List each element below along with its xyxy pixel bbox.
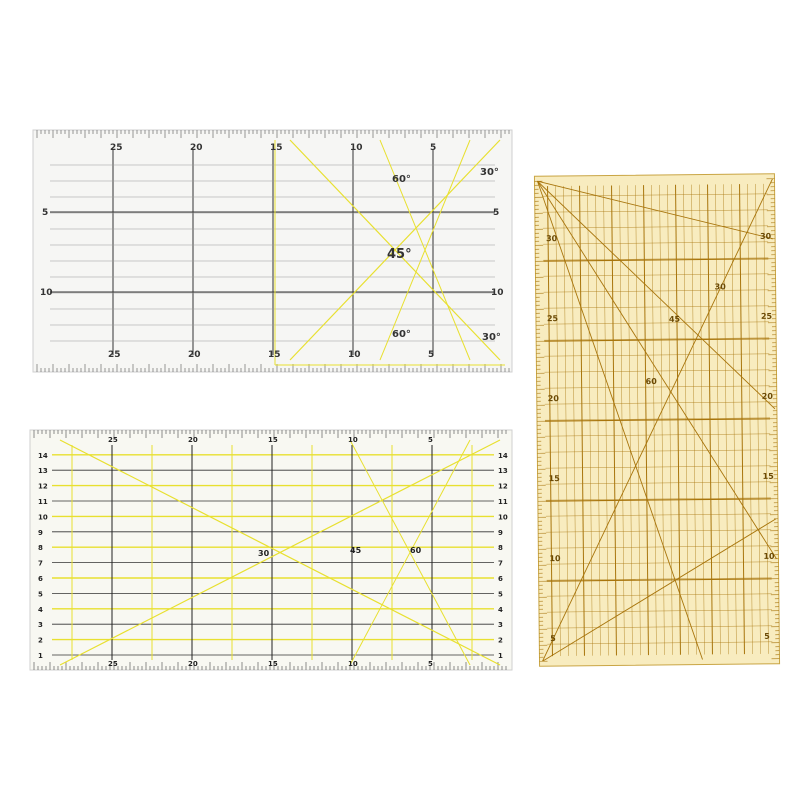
r2-side-number: 5 [498, 590, 503, 599]
r3-number: 15 [548, 474, 560, 484]
r3-number: 10 [549, 554, 561, 564]
r3-number: 20 [761, 391, 773, 401]
r2-side-number: 2 [38, 636, 43, 645]
r2-side-number: 14 [498, 451, 508, 460]
r2-side-number: 9 [38, 528, 43, 537]
r1-top-15: 15 [270, 143, 283, 153]
r3-number: 15 [762, 471, 774, 481]
r3-number: 5 [764, 631, 770, 641]
r1-bottom-25: 25 [108, 350, 121, 360]
r2-side-number: 8 [38, 544, 43, 553]
r3-number: 30 [546, 234, 558, 244]
r2-side-number: 9 [498, 528, 503, 537]
r1-side-10: 10 [40, 288, 53, 298]
r1-angle-30-top: 30° [480, 167, 499, 178]
r2-side-number: 7 [498, 559, 503, 568]
r3-number: 25 [546, 314, 559, 324]
r3-number: 5 [550, 634, 556, 644]
r2-top-number: 5 [428, 436, 433, 444]
ruler-right-amber [534, 174, 779, 666]
r2-side-number: 12 [38, 482, 48, 491]
r2-side-number: 12 [498, 482, 508, 491]
r1-bottom-10: 10 [348, 350, 361, 360]
r3-angle-45: 45 [668, 314, 681, 324]
r2-bottom-number: 25 [108, 660, 118, 668]
r2-side-number: 4 [498, 605, 503, 614]
r2-side-number: 3 [38, 621, 43, 630]
r1-side-5-right: 5 [493, 208, 500, 218]
r2-side-number: 6 [498, 575, 503, 583]
r2-top-number: 15 [268, 436, 278, 444]
r2-side-number: 8 [498, 544, 503, 553]
r2-side-number: 4 [38, 605, 43, 614]
r2-side-number: 11 [498, 498, 508, 506]
r2-side-number: 5 [38, 590, 43, 599]
ruler-top-clear [33, 130, 512, 372]
r2-top-number: 20 [188, 436, 198, 444]
r2-bottom-number: 20 [188, 660, 198, 668]
r2-bottom-number: 15 [268, 660, 278, 668]
r2-side-number: 2 [498, 636, 503, 645]
r1-top-5: 5 [430, 143, 437, 153]
r2-top-number: 25 [108, 436, 118, 444]
r3-number: 20 [547, 394, 559, 404]
r1-top-20: 20 [190, 143, 203, 153]
r1-angle-60-top: 60° [392, 174, 411, 185]
r2-bottom-number: 5 [428, 660, 433, 668]
r2-side-number: 7 [38, 559, 43, 568]
r2-side-number: 14 [38, 451, 48, 460]
r2-side-number: 11 [38, 498, 48, 506]
r1-angle-45: 45° [387, 247, 412, 262]
r2-side-number: 13 [498, 467, 508, 476]
r3-number: 10 [763, 551, 775, 561]
r3-angle-30: 30 [714, 282, 726, 292]
r2-side-number: 6 [38, 575, 43, 583]
r2-angle-60: 60 [410, 546, 422, 555]
r1-top-10: 10 [350, 143, 363, 153]
r2-side-number: 13 [38, 467, 48, 476]
r1-side-10-right: 10 [491, 288, 504, 298]
ruler-bottom-yellow [30, 430, 512, 670]
r2-side-number: 10 [498, 513, 508, 522]
r1-top-25: 25 [110, 143, 123, 153]
r3-number: 25 [760, 311, 773, 321]
r2-angle-45: 45 [350, 546, 362, 555]
r1-angle-60-bottom: 60° [392, 329, 411, 340]
r1-bottom-5: 5 [428, 350, 435, 360]
r2-side-number: 3 [498, 621, 503, 630]
r2-side-number: 10 [38, 513, 48, 522]
r3-angle-60: 60 [645, 377, 657, 387]
r2-top-number: 10 [348, 436, 358, 444]
r1-side-5: 5 [42, 208, 49, 218]
r1-angle-30-bottom: 30° [482, 332, 501, 343]
r2-side-number: 1 [38, 652, 43, 660]
r1-bottom-15: 15 [268, 350, 281, 360]
r2-angle-30: 30 [258, 549, 270, 558]
r2-bottom-number: 10 [348, 660, 358, 668]
r3-number: 30 [760, 231, 772, 241]
r1-bottom-20: 20 [188, 350, 201, 360]
r2-side-number: 1 [498, 652, 503, 660]
